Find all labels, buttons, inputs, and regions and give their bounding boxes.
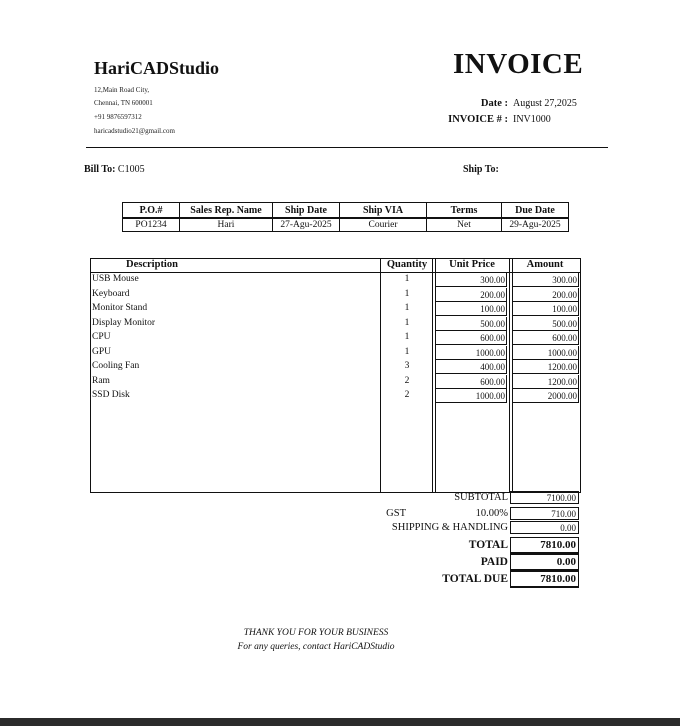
due-date-value: 29-Agu-2025 (502, 218, 569, 232)
ship-to-label: Ship To: (463, 164, 499, 175)
item-description: GPU (92, 346, 112, 357)
item-description: Keyboard (92, 288, 130, 299)
subtotal-label: SUBTOTAL (454, 492, 508, 503)
thank-you-note: THANK YOU FOR YOUR BUSINESS (243, 628, 389, 638)
item-quantity: 1 (404, 274, 410, 284)
invoice-title: INVOICE (453, 48, 584, 80)
item-amount: 100.00 (512, 302, 579, 316)
paid-label: PAID (480, 556, 508, 568)
total-label: TOTAL (468, 539, 508, 551)
item-quantity: 1 (404, 288, 410, 299)
item-description: Monitor Stand (92, 303, 148, 313)
ship-via-value: Courier (340, 218, 427, 232)
subtotal-value: 7100.00 (510, 491, 579, 504)
item-amount: 600.00 (512, 331, 579, 345)
total-due-label: TOTAL DUE (442, 573, 508, 585)
description-header: Description (126, 259, 178, 270)
item-amount: 300.00 (512, 273, 579, 287)
quantity-header: Quantity (386, 259, 428, 270)
ship-date-value: 27-Agu-2025 (273, 218, 340, 232)
company-address-line2: Chennai, TN 600001 (94, 99, 153, 107)
shipping-label: SHIPPING & HANDLING (391, 522, 508, 533)
unit-price-header: Unit Price (449, 259, 495, 270)
item-quantity: 1 (404, 346, 410, 357)
item-unit-price: 1000.00 (436, 346, 507, 360)
company-email: haricadstudio21@gmail.com (94, 127, 175, 135)
ship-date-header: Ship Date (273, 203, 340, 219)
item-quantity: 3 (404, 361, 410, 371)
item-description: CPU (92, 332, 111, 342)
item-amount: 200.00 (512, 288, 579, 302)
po-value: PO1234 (123, 218, 180, 232)
sales-rep-header: Sales Rep. Name (180, 203, 273, 219)
item-description: SSD Disk (92, 390, 130, 400)
items-table (90, 258, 581, 493)
item-description: Display Monitor (92, 317, 156, 328)
item-quantity: 1 (404, 303, 410, 313)
gst-rate: 10.00% (475, 508, 508, 519)
amount-header: Amount (526, 259, 564, 270)
company-name: HariCADStudio (94, 58, 220, 78)
ship-via-header: Ship VIA (340, 203, 427, 219)
bottom-bar (0, 718, 680, 726)
bill-to-label: Bill To: (84, 164, 116, 175)
item-quantity: 2 (404, 375, 410, 386)
item-quantity: 2 (404, 390, 410, 400)
gst-label: GST (386, 508, 406, 519)
total-value: 7810.00 (510, 537, 579, 554)
item-description: Cooling Fan (92, 361, 140, 371)
contact-note: For any queries, contact HariCADStudio (237, 642, 395, 652)
bill-to-value: C1005 (117, 164, 145, 175)
item-unit-price: 1000.00 (436, 389, 507, 403)
invoice-number-value: INV1000 (513, 114, 551, 125)
item-amount: 1200.00 (512, 375, 579, 389)
sales-rep-value: Hari (180, 218, 273, 232)
item-quantity: 1 (404, 332, 410, 342)
item-unit-price: 300.00 (436, 273, 507, 287)
company-phone: +91 9876597312 (94, 113, 142, 121)
total-due-value: 7810.00 (510, 571, 579, 588)
header-divider (86, 147, 608, 148)
item-description: USB Mouse (92, 274, 139, 284)
item-unit-price: 400.00 (436, 360, 507, 374)
item-amount: 1200.00 (512, 360, 579, 374)
item-quantity: 1 (404, 317, 410, 328)
item-unit-price: 100.00 (436, 302, 507, 316)
company-address-line1: 12,Main Road City, (94, 86, 150, 94)
terms-value: Net (427, 218, 502, 232)
terms-header: Terms (427, 203, 502, 219)
date-value: August 27,2025 (513, 98, 577, 109)
item-amount: 2000.00 (512, 389, 579, 403)
item-amount: 500.00 (512, 317, 579, 331)
paid-value: 0.00 (510, 554, 579, 571)
gst-value: 710.00 (510, 507, 579, 520)
shipping-value: 0.00 (510, 521, 579, 534)
item-unit-price: 600.00 (436, 375, 507, 389)
due-date-header: Due Date (502, 203, 569, 219)
item-unit-price: 500.00 (436, 317, 507, 331)
invoice-number-label: INVOICE # : (448, 114, 508, 125)
item-amount: 1000.00 (512, 346, 579, 360)
bill-to (84, 164, 145, 175)
date-label: Date : (480, 98, 508, 109)
order-info-table (122, 202, 569, 232)
item-unit-price: 200.00 (436, 288, 507, 302)
item-unit-price: 600.00 (436, 331, 507, 345)
items-header-divider (90, 272, 581, 273)
po-header: P.O.# (123, 203, 180, 219)
item-description: Ram (92, 375, 110, 386)
